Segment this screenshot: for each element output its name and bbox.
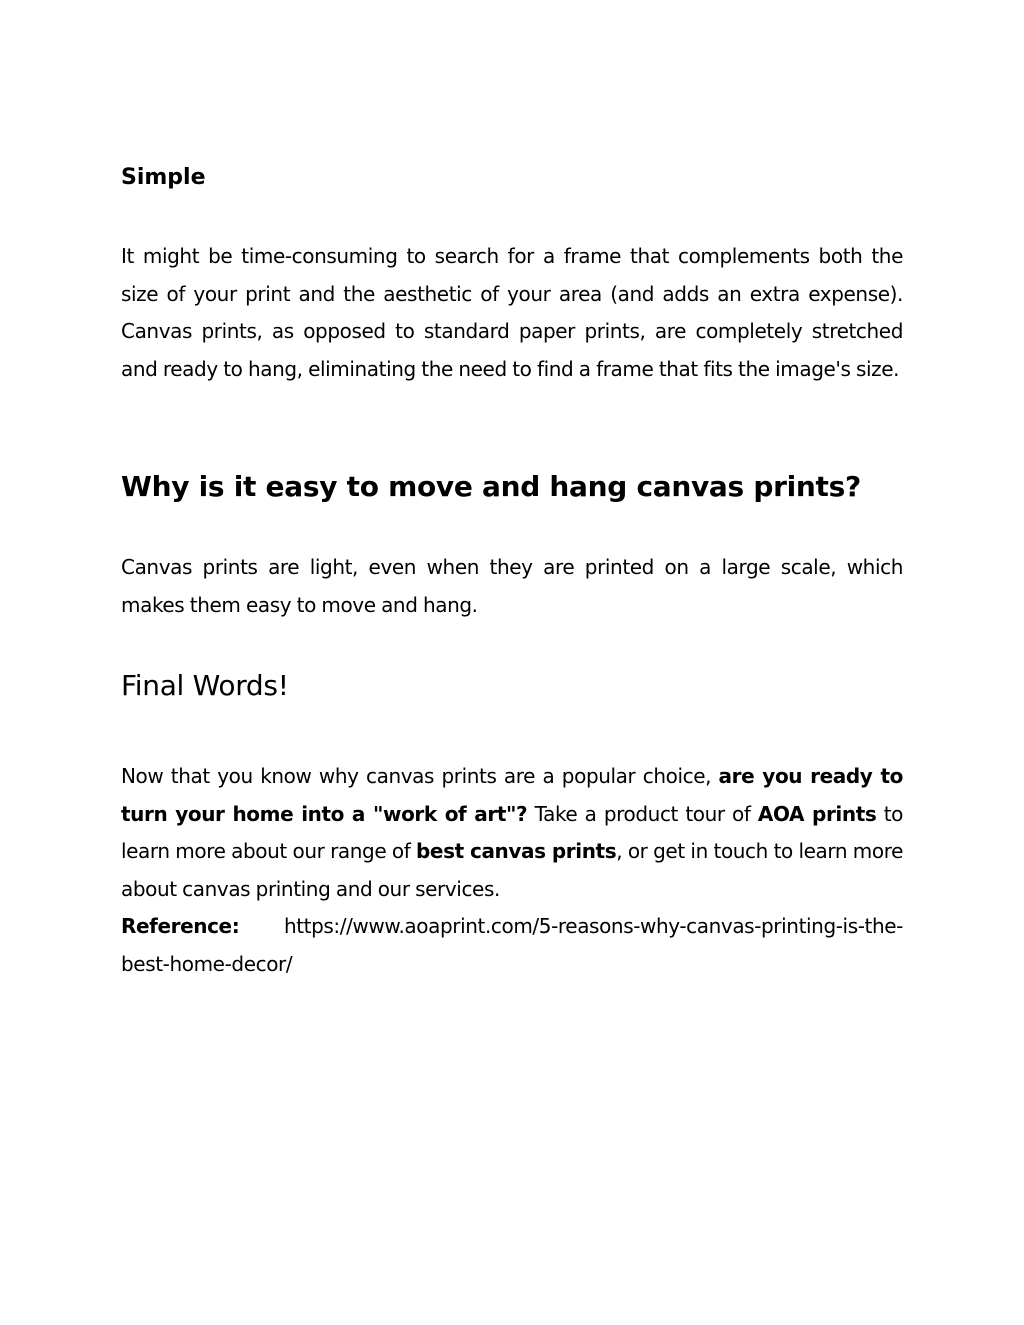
final-text-3: to learn more about our range of — [121, 801, 903, 863]
best-canvas-prints-link[interactable]: best canvas prints — [416, 839, 617, 863]
final-bold-question: are you ready to turn your home into a "work of art"? — [121, 764, 903, 826]
reference-line — [121, 908, 903, 983]
paragraph-final-words — [121, 758, 903, 908]
final-text-4: , or get in touch to learn more about canvas printing and our services. — [121, 839, 904, 901]
heading-final-words: Final Words! — [121, 669, 289, 702]
paragraph-why-easy: Canvas prints are light, even when they are printed on a large scale, which makes them easy to move and hang. — [121, 555, 903, 617]
reference-url[interactable]: https://www.aoaprint.com/5-reasons-why-canvas-printing-is-the-best-home-decor/ — [121, 914, 903, 976]
aoa-prints-link[interactable]: AOA prints — [757, 801, 877, 826]
final-text-2: Take a product tour of — [527, 801, 758, 826]
heading-simple: Simple — [121, 165, 206, 190]
heading-why-easy: Why is it easy to move and hang canvas prints? — [121, 470, 861, 503]
reference-label: Reference: — [121, 914, 240, 938]
paragraph-simple: It might be time-consuming to search for a frame that complements both the size of your print and the aesthetic of your area (and adds an extra expense). Canvas prints, as opposed to standard paper prints, are completely stretched and ready to hang, eliminating the need to find a frame that fits the image's size. — [121, 244, 903, 381]
final-text-1: Now that you know why canvas prints are a popular choice, — [121, 764, 719, 788]
